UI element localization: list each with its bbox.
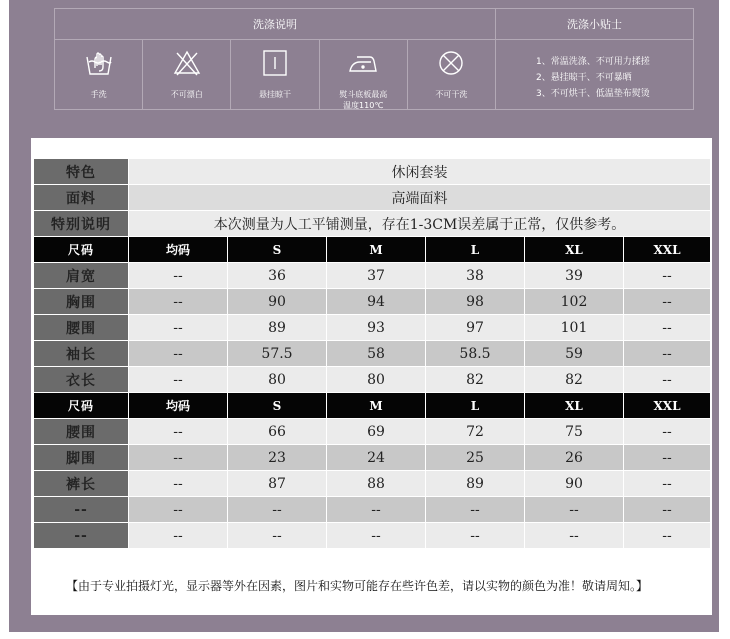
size-header-cell: XXL — [624, 237, 711, 263]
measurement-cell: 26 — [525, 445, 624, 471]
tips-section — [496, 9, 693, 109]
measurement-cell: -- — [624, 263, 711, 289]
measurement-cell: -- — [624, 367, 711, 393]
table-row — [34, 315, 711, 341]
table-row — [34, 471, 711, 497]
measurement-cell: -- — [129, 367, 228, 393]
measurement-cell: 102 — [525, 289, 624, 315]
measurement-cell: 57.5 — [228, 341, 327, 367]
info-label: 特别说明 — [34, 211, 129, 237]
no-bleach-icon — [172, 48, 202, 82]
info-row — [34, 211, 711, 237]
measurement-cell: 88 — [327, 471, 426, 497]
care-item — [408, 40, 495, 109]
measurement-cell: -- — [525, 497, 624, 523]
measurement-cell: -- — [327, 523, 426, 549]
tips-list — [496, 40, 693, 102]
size-header-cell: 尺码 — [34, 237, 129, 263]
size-header-row — [34, 393, 711, 419]
measurement-cell: 90 — [228, 289, 327, 315]
tip-item: 3、不可烘干、低温垫布熨烫 — [536, 89, 650, 99]
care-label: 不可漂白 — [170, 90, 203, 99]
care-label: 手洗 — [90, 90, 107, 99]
care-icons-row — [55, 40, 495, 109]
measurement-cell: -- — [426, 523, 525, 549]
row-label: 肩宽 — [34, 263, 129, 289]
size-header-cell: 均码 — [129, 393, 228, 419]
footnote: 【由于专业拍摄灯光，显示器等外在因素，图片和实物可能存在些许色差，请以实物的颜色为准！敬请周知。】 — [66, 579, 649, 593]
info-value: 本次测量为人工平铺测量，存在1-3CM误差属于正常，仅供参考。 — [129, 211, 711, 237]
info-row — [34, 159, 711, 185]
size-header-cell: L — [426, 237, 525, 263]
care-label: 悬挂晾干 — [259, 90, 291, 99]
size-header-cell: M — [327, 237, 426, 263]
iron-icon — [348, 48, 378, 82]
measurement-cell: 101 — [525, 315, 624, 341]
measurement-cell: 23 — [228, 445, 327, 471]
measurement-cell: -- — [129, 289, 228, 315]
row-label: 裤长 — [34, 471, 129, 497]
size-header-cell: S — [228, 393, 327, 419]
measurement-cell: 38 — [426, 263, 525, 289]
measurement-cell: 25 — [426, 445, 525, 471]
measurement-cell: -- — [624, 315, 711, 341]
measurement-cell: 89 — [426, 471, 525, 497]
measurement-cell: -- — [624, 497, 711, 523]
info-value: 休闲套装 — [129, 159, 711, 185]
measurement-cell: 75 — [525, 419, 624, 445]
row-label: -- — [34, 523, 129, 549]
hang-dry-icon — [260, 48, 290, 82]
table-row — [34, 445, 711, 471]
measurement-cell: -- — [129, 523, 228, 549]
size-header-row — [34, 237, 711, 263]
size-header-cell: XXL — [624, 393, 711, 419]
measurement-cell: -- — [624, 341, 711, 367]
measurement-cell: 98 — [426, 289, 525, 315]
table-row — [34, 523, 711, 549]
table-row — [34, 497, 711, 523]
measurement-cell: 87 — [228, 471, 327, 497]
size-header-cell: M — [327, 393, 426, 419]
row-label: -- — [34, 497, 129, 523]
measurement-cell: 93 — [327, 315, 426, 341]
care-instructions-box — [54, 8, 694, 110]
measurement-cell: -- — [129, 315, 228, 341]
table-row — [34, 263, 711, 289]
info-label: 面料 — [34, 185, 129, 211]
measurement-cell: 37 — [327, 263, 426, 289]
measurement-cell: -- — [129, 471, 228, 497]
row-label: 脚围 — [34, 445, 129, 471]
measurement-cell: 39 — [525, 263, 624, 289]
measurement-cell: 66 — [228, 419, 327, 445]
measurement-cell: 94 — [327, 289, 426, 315]
measurement-cell: -- — [228, 497, 327, 523]
measurement-cell: -- — [624, 419, 711, 445]
measurement-cell: -- — [624, 289, 711, 315]
measurement-cell: 24 — [327, 445, 426, 471]
size-header-cell: 尺码 — [34, 393, 129, 419]
measurement-cell: 80 — [327, 367, 426, 393]
measurement-cell: 89 — [228, 315, 327, 341]
measurement-cell: -- — [624, 471, 711, 497]
tip-item: 2、悬挂晾干、不可暴晒 — [536, 73, 632, 83]
measurement-cell: -- — [624, 523, 711, 549]
tips-title: 洗涤小贴士 — [496, 9, 693, 40]
measurement-cell: -- — [525, 523, 624, 549]
row-label: 衣长 — [34, 367, 129, 393]
background-frame — [9, 0, 719, 632]
care-section — [55, 9, 496, 109]
measurement-cell: -- — [129, 341, 228, 367]
measurement-cell: -- — [129, 497, 228, 523]
measurement-cell: -- — [426, 497, 525, 523]
info-label: 特色 — [34, 159, 129, 185]
size-header-cell: XL — [525, 237, 624, 263]
measurement-cell: 36 — [228, 263, 327, 289]
table-row — [34, 341, 711, 367]
row-label: 腰围 — [34, 419, 129, 445]
measurement-cell: 97 — [426, 315, 525, 341]
row-label: 胸围 — [34, 289, 129, 315]
size-table — [33, 158, 711, 549]
size-header-cell: 均码 — [129, 237, 228, 263]
care-item — [231, 40, 319, 109]
no-tumble-dry-icon — [436, 48, 466, 82]
measurement-cell: 90 — [525, 471, 624, 497]
info-value: 高端面料 — [129, 185, 711, 211]
measurement-cell: 82 — [525, 367, 624, 393]
table-row — [34, 289, 711, 315]
measurement-cell: -- — [624, 445, 711, 471]
measurement-cell: -- — [129, 263, 228, 289]
care-item — [320, 40, 408, 109]
size-header-cell: XL — [525, 393, 624, 419]
measurement-cell: -- — [129, 419, 228, 445]
measurement-cell: -- — [129, 445, 228, 471]
care-label: 不可干洗 — [435, 90, 468, 99]
measurement-cell: 80 — [228, 367, 327, 393]
measurement-cell: 82 — [426, 367, 525, 393]
care-item — [55, 40, 143, 109]
measurement-cell: 58 — [327, 341, 426, 367]
measurement-cell: 69 — [327, 419, 426, 445]
measurement-cell: -- — [228, 523, 327, 549]
size-chart-panel — [31, 138, 712, 615]
table-row — [34, 419, 711, 445]
tip-item: 1、常温洗涤、不可用力揉搓 — [536, 57, 650, 67]
care-title: 洗涤说明 — [55, 9, 495, 40]
size-header-cell: L — [426, 393, 525, 419]
info-row — [34, 185, 711, 211]
size-header-cell: S — [228, 237, 327, 263]
table-row — [34, 367, 711, 393]
row-label: 腰围 — [34, 315, 129, 341]
care-label: 熨斗底板最高 温度110℃ — [339, 90, 388, 110]
care-item — [143, 40, 231, 109]
hand-wash-icon — [84, 48, 114, 82]
measurement-cell: -- — [327, 497, 426, 523]
measurement-cell: 59 — [525, 341, 624, 367]
measurement-cell: 58.5 — [426, 341, 525, 367]
measurement-cell: 72 — [426, 419, 525, 445]
row-label: 袖长 — [34, 341, 129, 367]
